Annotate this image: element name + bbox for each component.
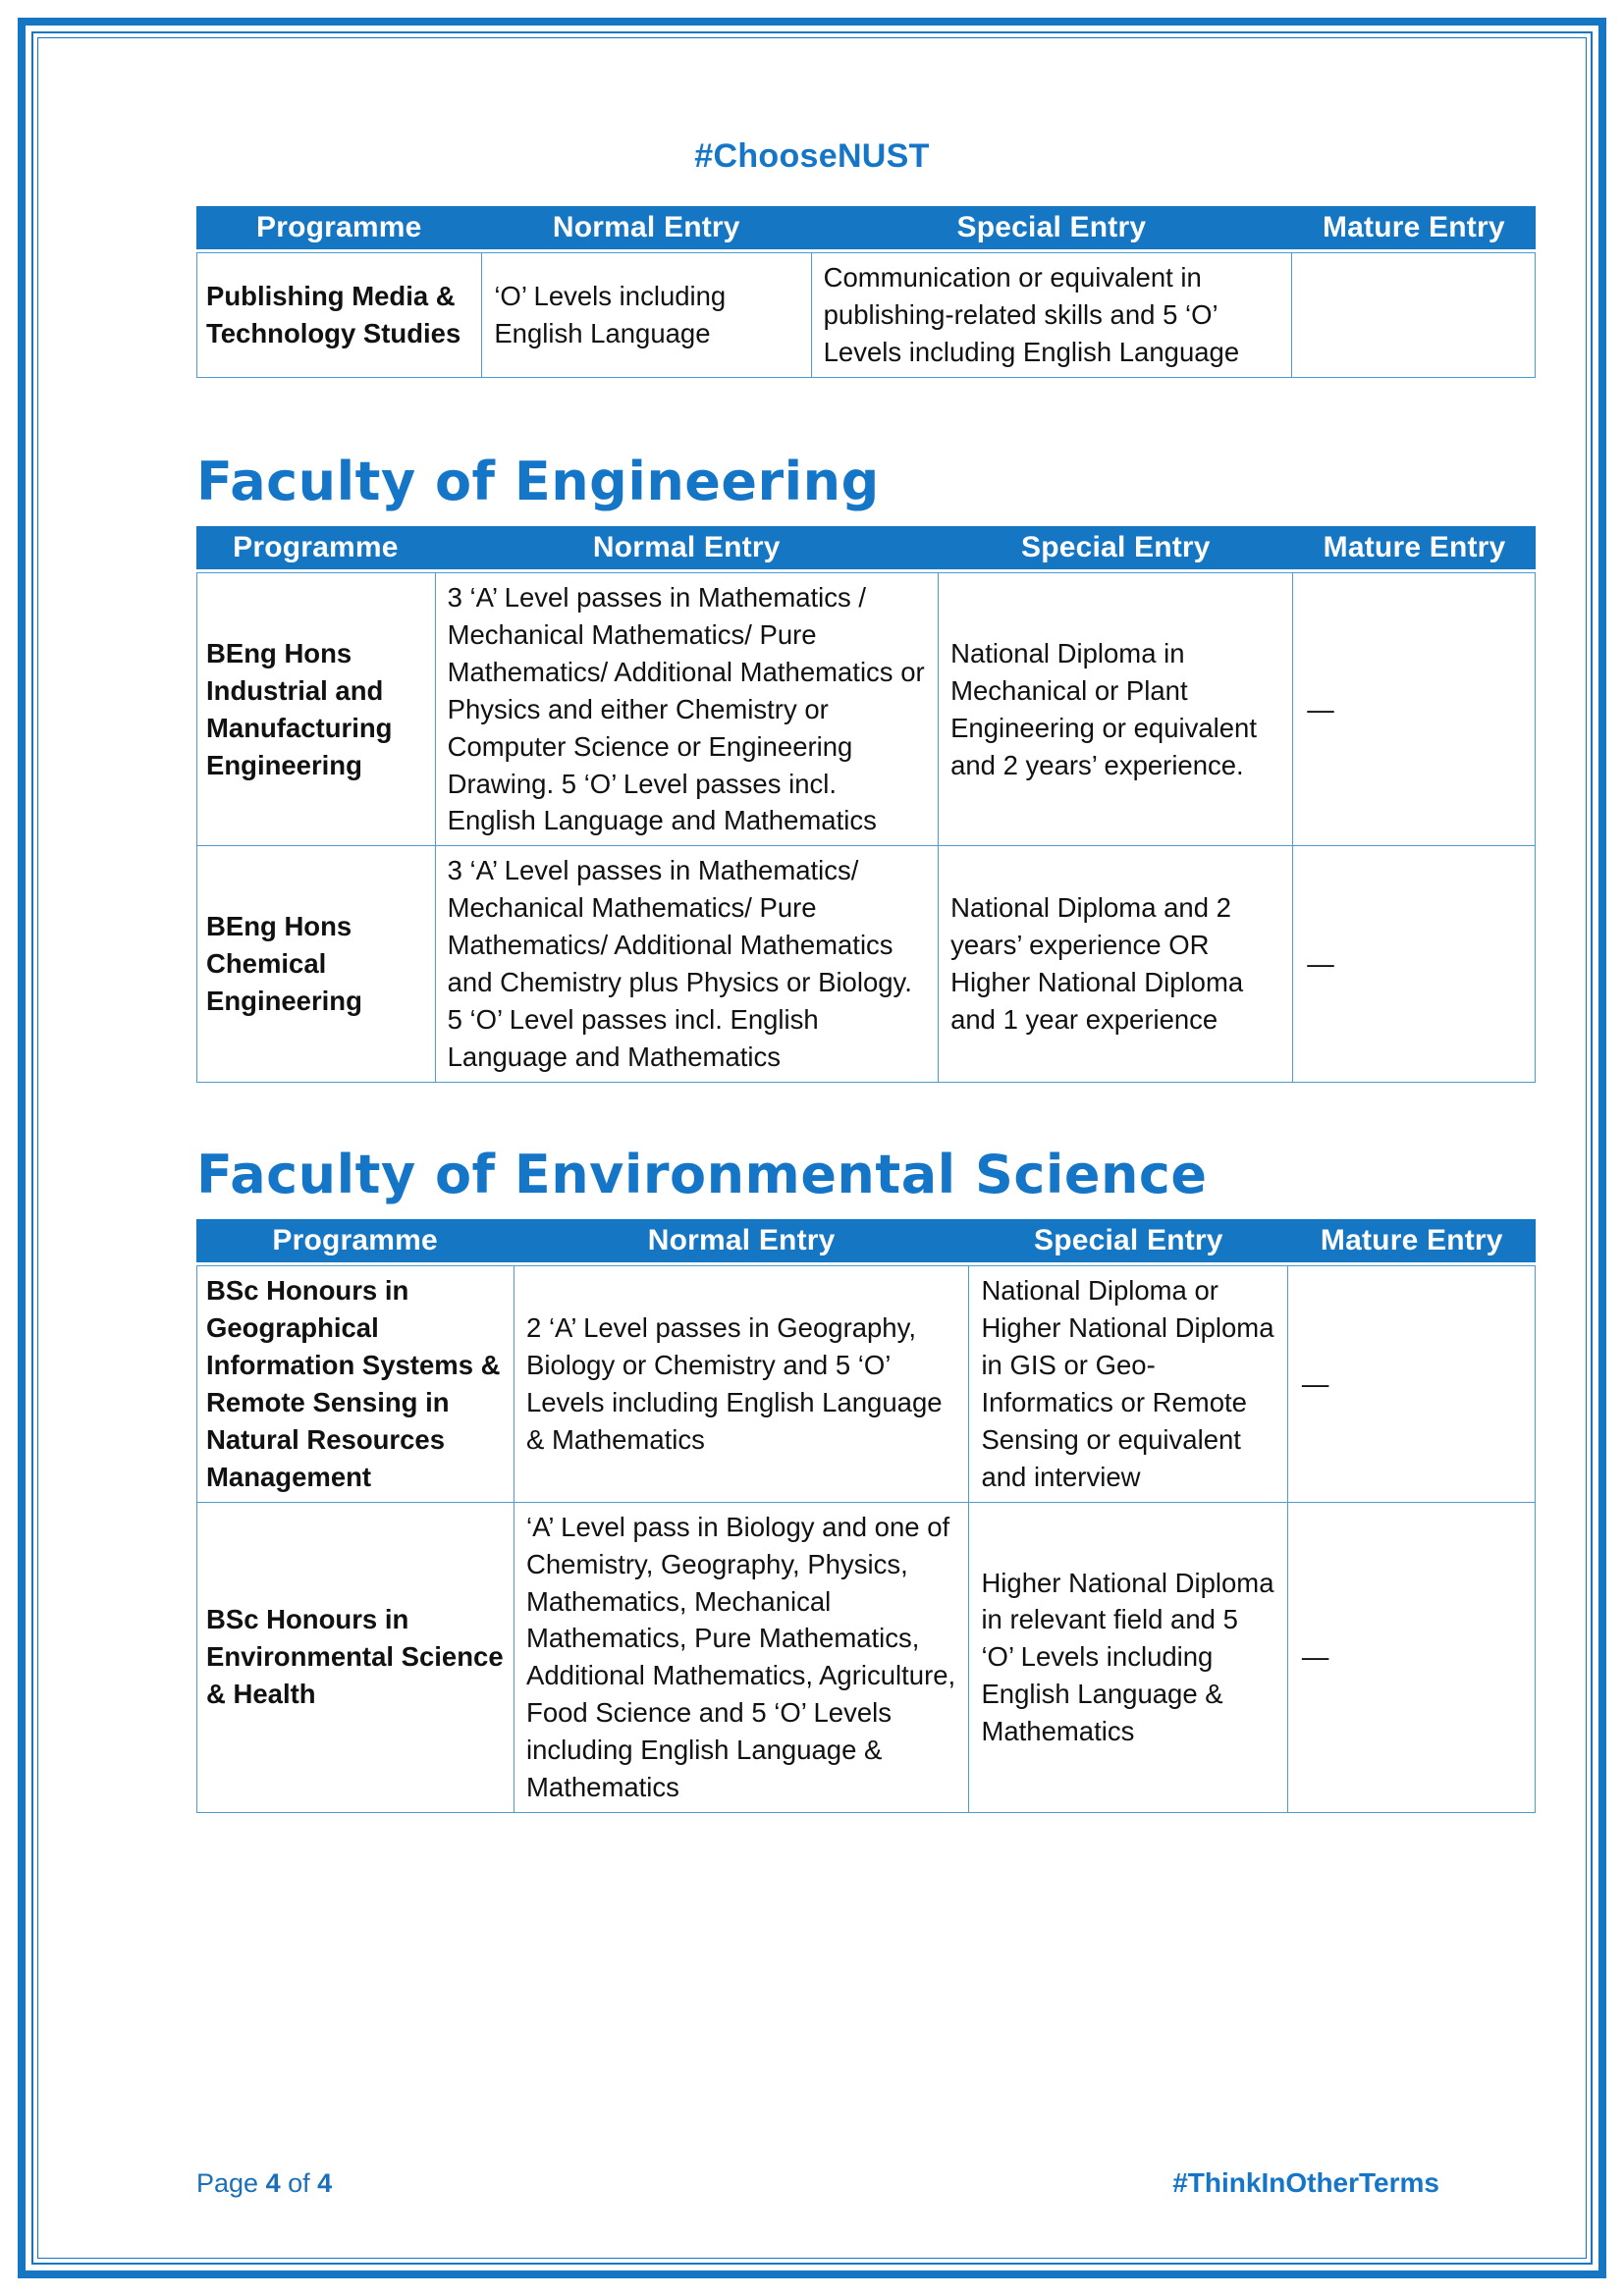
page-content — [196, 0, 1536, 1813]
cell-programme: BEng Hons Industrial and Manufacturing Engineering — [197, 572, 436, 846]
page-number-label: Page 4 of 4 — [196, 2168, 333, 2198]
page-number: 4 — [265, 2168, 281, 2198]
col-header-programme: Programme — [196, 526, 435, 569]
cell-mature-entry: — — [1287, 1502, 1535, 1813]
engineering-table-header — [196, 526, 1536, 569]
col-header-mature-entry: Mature Entry — [1293, 526, 1536, 569]
col-header-normal-entry: Normal Entry — [482, 206, 812, 249]
col-header-programme: Programme — [196, 206, 482, 249]
cell-normal-entry: ‘O’ Levels including English Language — [482, 253, 811, 378]
table-row — [197, 846, 1536, 1083]
col-header-mature-entry: Mature Entry — [1288, 1219, 1536, 1262]
faculty-heading-environmental-science: Faculty of Environmental Science — [196, 1144, 1208, 1205]
cell-programme: Publishing Media & Technology Studies — [197, 253, 482, 378]
cell-special-entry: National Diploma in Mechanical or Plant Engineering or equivalent and 2 years’ experience. — [939, 572, 1293, 846]
cell-normal-entry: 3 ‘A’ Level passes in Mathematics / Mechanical Mathematics/ Pure Mathematics/ Additional Mathematics or Physics and either Chemistry or Computer Science or Engineering Drawing. 5 ‘O’ Level passes incl. English Language and Mathematics — [435, 572, 938, 846]
footer-hashtag: #ThinkInOtherTerms — [1172, 2167, 1439, 2198]
header-hashtag: #ChooseNUST — [694, 137, 930, 175]
cell-normal-entry: 3 ‘A’ Level passes in Mathematics/ Mechanical Mathematics/ Pure Mathematics/ Additional Mathematics and Chemistry plus Physics or Biology. 5 ‘O’ Level passes incl. English Language and Mathematics — [435, 846, 938, 1083]
col-header-mature-entry: Mature Entry — [1292, 206, 1536, 249]
engineering-table-body — [196, 572, 1536, 1083]
table-row — [197, 1266, 1536, 1503]
cell-mature-entry: — — [1293, 572, 1536, 846]
cell-programme: BSc Honours in Environmental Science & Health — [197, 1502, 514, 1813]
cell-special-entry: Higher National Diploma in relevant field and 5 ‘O’ Levels including English Language & Mathematics — [969, 1502, 1287, 1813]
col-header-normal-entry: Normal Entry — [435, 526, 939, 569]
cell-programme: BEng Hons Chemical Engineering — [197, 846, 436, 1083]
table-row — [197, 1502, 1536, 1813]
cell-programme: BSc Honours in Geographical Information Systems & Remote Sensing in Natural Resources Management — [197, 1266, 514, 1503]
page-footer — [196, 2167, 1536, 2199]
environmental-science-table — [196, 1219, 1536, 1813]
continuation-table — [196, 206, 1536, 378]
engineering-table — [196, 526, 1536, 1083]
cell-special-entry: National Diploma and 2 years’ experience OR Higher National Diploma and 1 year experience — [939, 846, 1293, 1083]
continuation-table-header — [196, 206, 1536, 249]
col-header-special-entry: Special Entry — [939, 526, 1293, 569]
cell-mature-entry: — — [1293, 846, 1536, 1083]
cell-normal-entry: 2 ‘A’ Level passes in Geography, Biology or Chemistry and 5 ‘O’ Levels including English Language & Mathematics — [514, 1266, 969, 1503]
continuation-table-body — [196, 252, 1536, 378]
cell-special-entry: Communication or equivalent in publishing-related skills and 5 ‘O’ Levels including English Language — [811, 253, 1291, 378]
table-row — [197, 253, 1536, 378]
col-header-special-entry: Special Entry — [811, 206, 1292, 249]
col-header-special-entry: Special Entry — [969, 1219, 1288, 1262]
col-header-normal-entry: Normal Entry — [514, 1219, 969, 1262]
environmental-science-table-body — [196, 1265, 1536, 1813]
cell-special-entry: National Diploma or Higher National Diploma in GIS or Geo-Informatics or Remote Sensing or equivalent and interview — [969, 1266, 1287, 1503]
total-pages: 4 — [317, 2168, 333, 2198]
cell-normal-entry: ‘A’ Level pass in Biology and one of Chemistry, Geography, Physics, Mathematics, Mechanical Mathematics, Pure Mathematics, Additional Mathematics, Agriculture, Food Science and 5 ‘O’ Levels including English Language & Mathematics — [514, 1502, 969, 1813]
faculty-heading-engineering: Faculty of Engineering — [196, 450, 880, 512]
col-header-programme: Programme — [196, 1219, 514, 1262]
table-row — [197, 572, 1536, 846]
cell-mature-entry — [1291, 253, 1535, 378]
environmental-science-table-header — [196, 1219, 1536, 1262]
cell-mature-entry: — — [1287, 1266, 1535, 1503]
